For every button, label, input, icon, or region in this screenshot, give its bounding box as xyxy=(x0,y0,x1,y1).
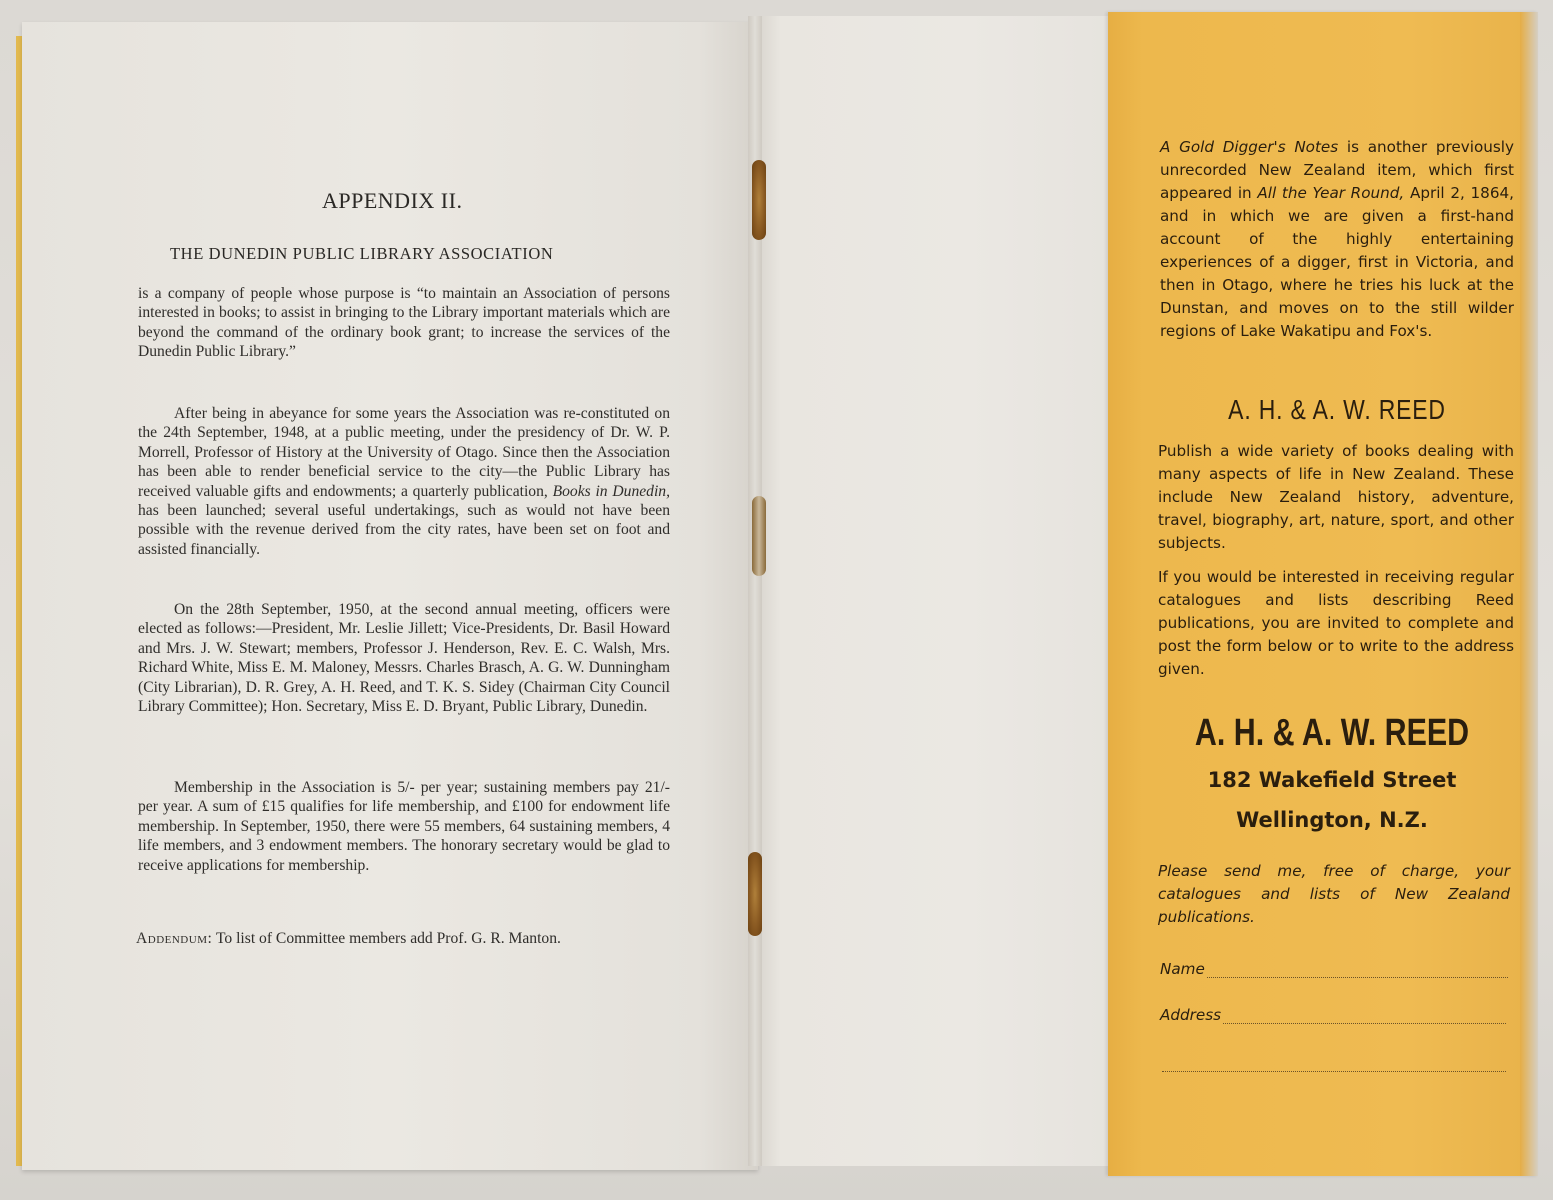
request-text: Please send me, free of charge, your catalogues and lists of New Zealand publications. xyxy=(1158,862,1510,926)
flap-edge xyxy=(1520,12,1538,1176)
appendix-title: APPENDIX II. xyxy=(322,188,463,213)
publisher-name: A. H. & A. W. REED xyxy=(1194,712,1470,754)
paragraph-purpose: is a company of people whose purpose is “to maintain an Association of persons interested in books; to assist in bringing to the Library important materials which are beyond the command of the ordinary book grant; to increase the services of the Dunedin Public Library.” xyxy=(138,285,670,361)
publisher-heading: A. H. & A. W. REED xyxy=(1228,394,1446,425)
blurb-periodical: All the Year Round, xyxy=(1257,184,1405,202)
paragraph-history-tail: has been launched; several useful undertakings, such as would not have been possible with the revenue derived from the city rates, have been set on foot and assisted financially. xyxy=(138,502,670,558)
publisher-street: 182 Wakefield Street xyxy=(1207,768,1457,792)
staple-top xyxy=(752,160,766,240)
staple-bottom xyxy=(748,852,762,936)
paragraph-officers: On the 28th September, 1950, at the second annual meeting, officers were elected as follows:—President, Mr. Leslie Jillett; Vice-Presidents, Dr. Basil Howard and Mrs. J. W. Stewart; members, Professor J. Henderson, Rev. E. C. Walsh, Mrs. Richard White, Miss E. M. Maloney, Messrs. Charles Brasch, A. G. W. Dunningham (City Librarian), D. R. Grey, A. H. Reed, and T. K. S. Sidey (Chairman City Council Library Committee); Hon. Secretary, Miss E. D. Bryant, Public Library, Dunedin. xyxy=(138,601,670,716)
gold-digger-blurb xyxy=(1160,136,1514,343)
blurb-text-1: is another previously unrecorded New Zealand item, which first appeared in xyxy=(1160,138,1514,202)
right-page xyxy=(752,16,1112,1166)
addendum-label: Addendum: xyxy=(136,930,213,947)
addendum xyxy=(136,930,676,948)
address-line-2-dots[interactable] xyxy=(1162,1058,1506,1072)
address-field[interactable] xyxy=(1160,1006,1506,1024)
paragraph-history-text: After being in abeyance for some years the Association was re-constituted on the 24th September, 1948, at a public meeting, under the presidency of Dr. W. P. Morrell, Professor of History at the University of Otago. Since then the Association has been able to render beneficial service to the city—the Public Library has received valuable gifts and endowments; a quarterly publication, xyxy=(138,405,670,500)
association-title: THE DUNEDIN PUBLIC LIBRARY ASSOCIATION xyxy=(170,244,554,263)
staple-middle xyxy=(752,496,766,576)
publish-description: Publish a wide variety of books dealing with many aspects of life in New Zealand. These include New Zealand history, adventure, travel, biography, art, nature, sport, and other subjects. xyxy=(1158,442,1514,552)
name-label: Name xyxy=(1160,960,1205,978)
name-field[interactable] xyxy=(1160,960,1508,978)
address-label: Address xyxy=(1160,1006,1222,1024)
publication-title: Books in Dunedin, xyxy=(552,482,670,500)
blurb-title: A Gold Digger's Notes xyxy=(1160,138,1339,156)
blurb-text-2: April 2, 1864, and in which we are given a first-hand account of the highly entertaining experiences of a digger, first in Victoria, and then in Otago, where he tries his luck at the Dunstan, and moves on to the still wilder regions of Lake Wakatipu and Fox's. xyxy=(1160,184,1514,340)
catalogue-invitation: If you would be interested in receiving regular catalogues and lists describing Reed publications, you are invited to complete and post the form below or to write to the address given. xyxy=(1158,568,1514,678)
name-line[interactable] xyxy=(1207,964,1508,978)
address-line-2[interactable] xyxy=(1160,1058,1506,1072)
paragraph-membership: Membership in the Association is 5/- per year; sustaining members pay 21/- per year. A sum of £15 qualifies for life membership, and £100 for endowment life membership. In September, 1950, there were 55 members, 64 sustaining members, 4 life members, and 3 endowment members. The honorary secretary would be glad to receive applications for membership. xyxy=(138,779,670,874)
address-line[interactable] xyxy=(1223,1010,1506,1024)
addendum-text: To list of Committee members add Prof. G. R. Manton. xyxy=(215,930,561,947)
publisher-city: Wellington, N.Z. xyxy=(1236,808,1428,832)
paragraph-history xyxy=(138,404,670,559)
